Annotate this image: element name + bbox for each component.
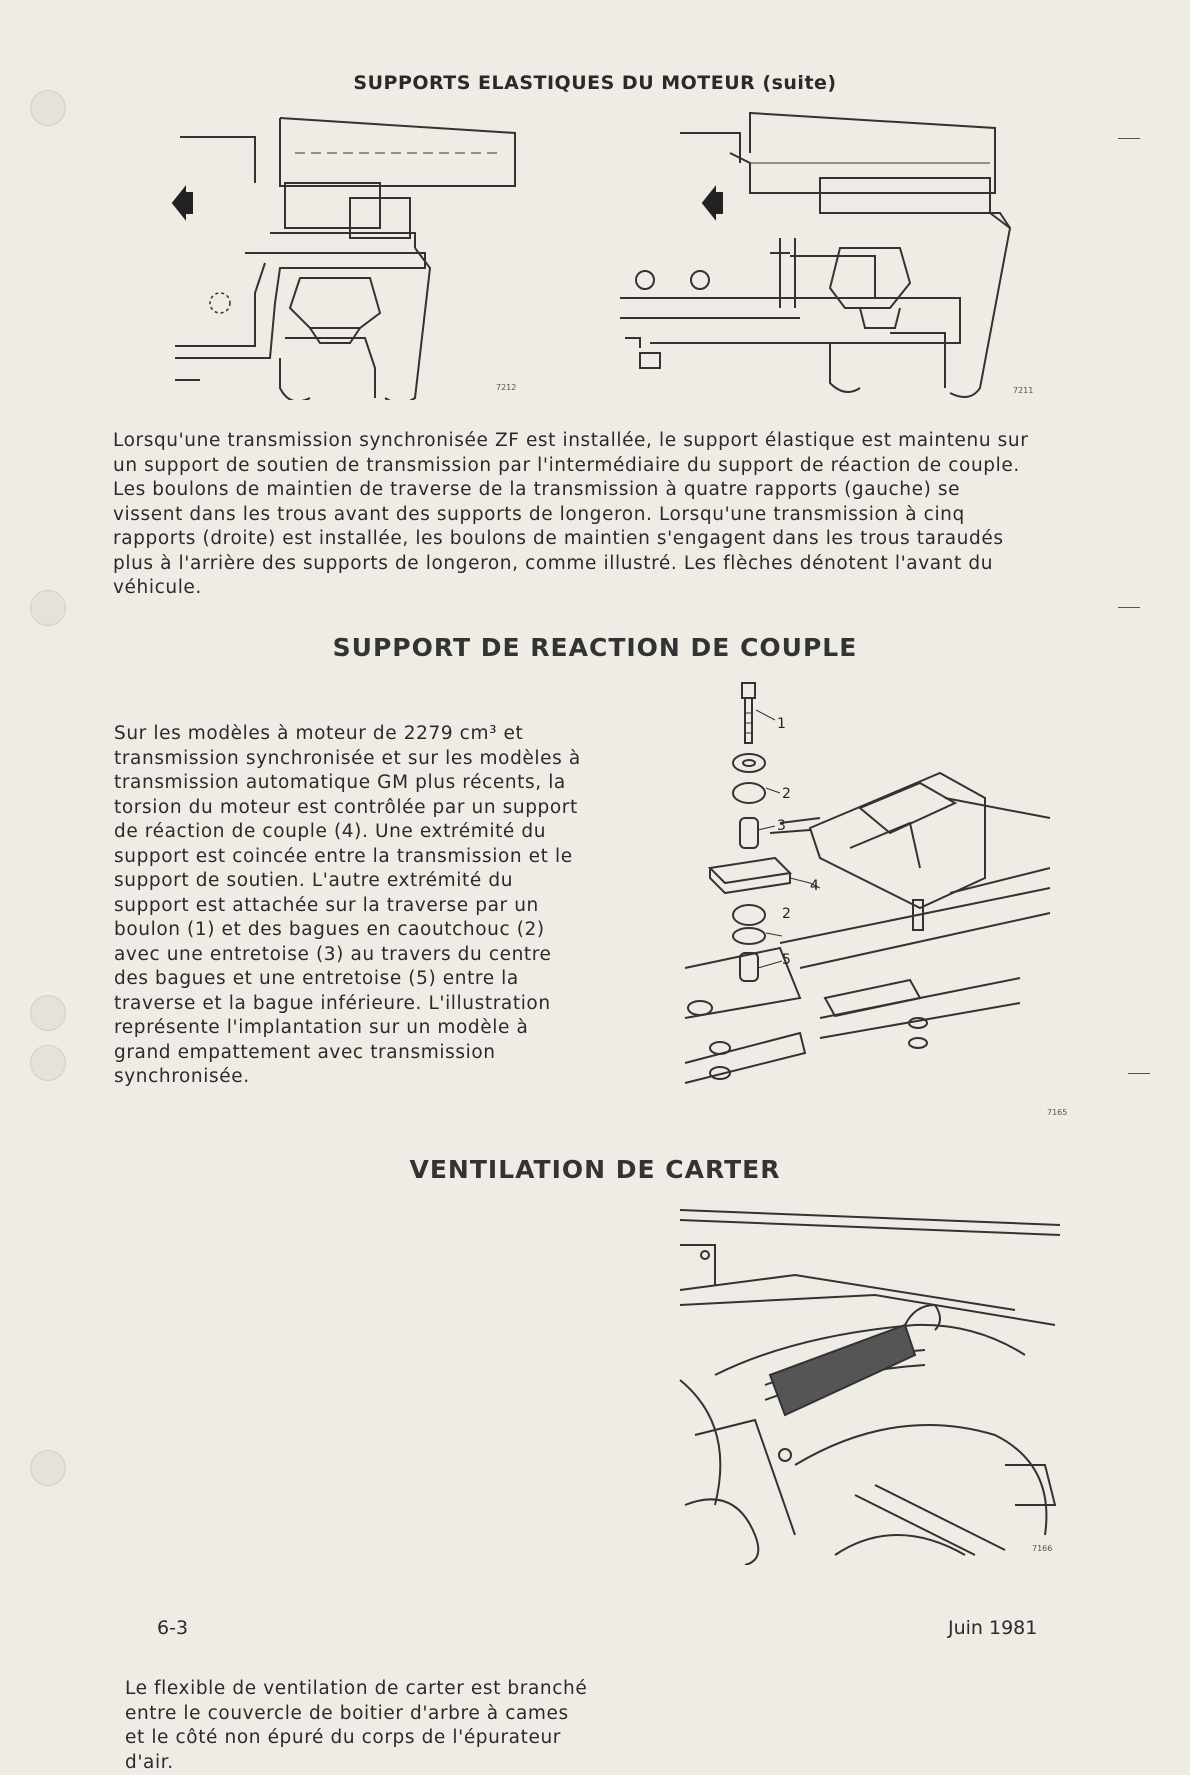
torque-support-figure [680, 678, 1070, 1118]
crankcase-ventilation-figure [675, 1205, 1065, 1565]
punch-hole-2 [30, 590, 66, 626]
figure2-ref: 7165 [1047, 1108, 1068, 1117]
margin-mark-1 [1118, 138, 1140, 139]
page-title: SUPPORTS ELASTIQUES DU MOTEUR (suite) [353, 72, 837, 94]
callout-1: 1 [777, 716, 786, 732]
front-arrow-right-icon [703, 188, 722, 218]
page-number: 6-3 [157, 1617, 189, 1639]
couple-paragraph: Sur les modèles à moteur de 2279 cm³ et transmission synchronisée et sur les modèles à transmission automatique GM plus récents, la torsion du moteur est contrôlée par un support de réaction de couple (4). Une extrémité du support est coincée entre la transmission et le support de soutien. L'autre extrémité du support est attachée sur la traverse par un boulon (1) et des bagues en caoutchouc (2) avec une entretoise (3) au travers du centre des bagues et une entretoise (5) entre la traverse et la bague inférieure. L'illustration représente l'implantation sur un modèle à grand empattement avec transmission synchronisée. [114, 723, 581, 1087]
ventilation-paragraph: Le flexible de ventilation de carter est branché entre le couvercle de boitier d'arbre à cames et le côté non épuré du corps de l'épurateur d'air. [125, 1678, 588, 1773]
callout-4: 4 [810, 878, 819, 894]
engine-mount-figure [170, 108, 1050, 400]
punch-hole-4 [30, 1045, 66, 1081]
intro-paragraph: Lorsqu'une transmission synchronisée ZF est installée, le support élastique est maintenu sur un support de soutien de transmission par l'intermédiaire du support de réaction de couple. Les boulons de maintien de traverse de la transmission à quatre rapports (gauche) se vissent dans les trous avant des supports de longeron. Lorsqu'une transmission à cinq rapports (droite) est installée, les boulons de maintien s'engagent dans les trous taraudés plus à l'arrière des supports de longeron, comme illustré. Les flèches dénotent l'avant du véhicule. [113, 430, 1029, 598]
footer-date: Juin 1981 [948, 1617, 1038, 1639]
figure1-right-ref: 7211 [1013, 386, 1034, 395]
mount-view-left [175, 118, 515, 400]
punch-hole-5 [30, 1450, 66, 1486]
front-arrow-left-icon [173, 188, 192, 218]
margin-mark-3 [1128, 1073, 1150, 1074]
callout-5: 5 [782, 952, 791, 968]
margin-mark-2 [1118, 607, 1140, 608]
callout-3: 3 [777, 818, 786, 834]
mount-view-right [620, 113, 1010, 397]
callout-2-lower: 2 [782, 906, 791, 922]
section-title-ventilation: VENTILATION DE CARTER [409, 1155, 781, 1184]
callout-2: 2 [782, 786, 791, 802]
section-title-couple: SUPPORT DE REACTION DE COUPLE [332, 633, 858, 662]
figure1-left-ref: 7212 [496, 383, 517, 392]
figure3-ref: 7166 [1032, 1544, 1053, 1553]
punch-hole-1 [30, 90, 66, 126]
punch-hole-3 [30, 995, 66, 1031]
